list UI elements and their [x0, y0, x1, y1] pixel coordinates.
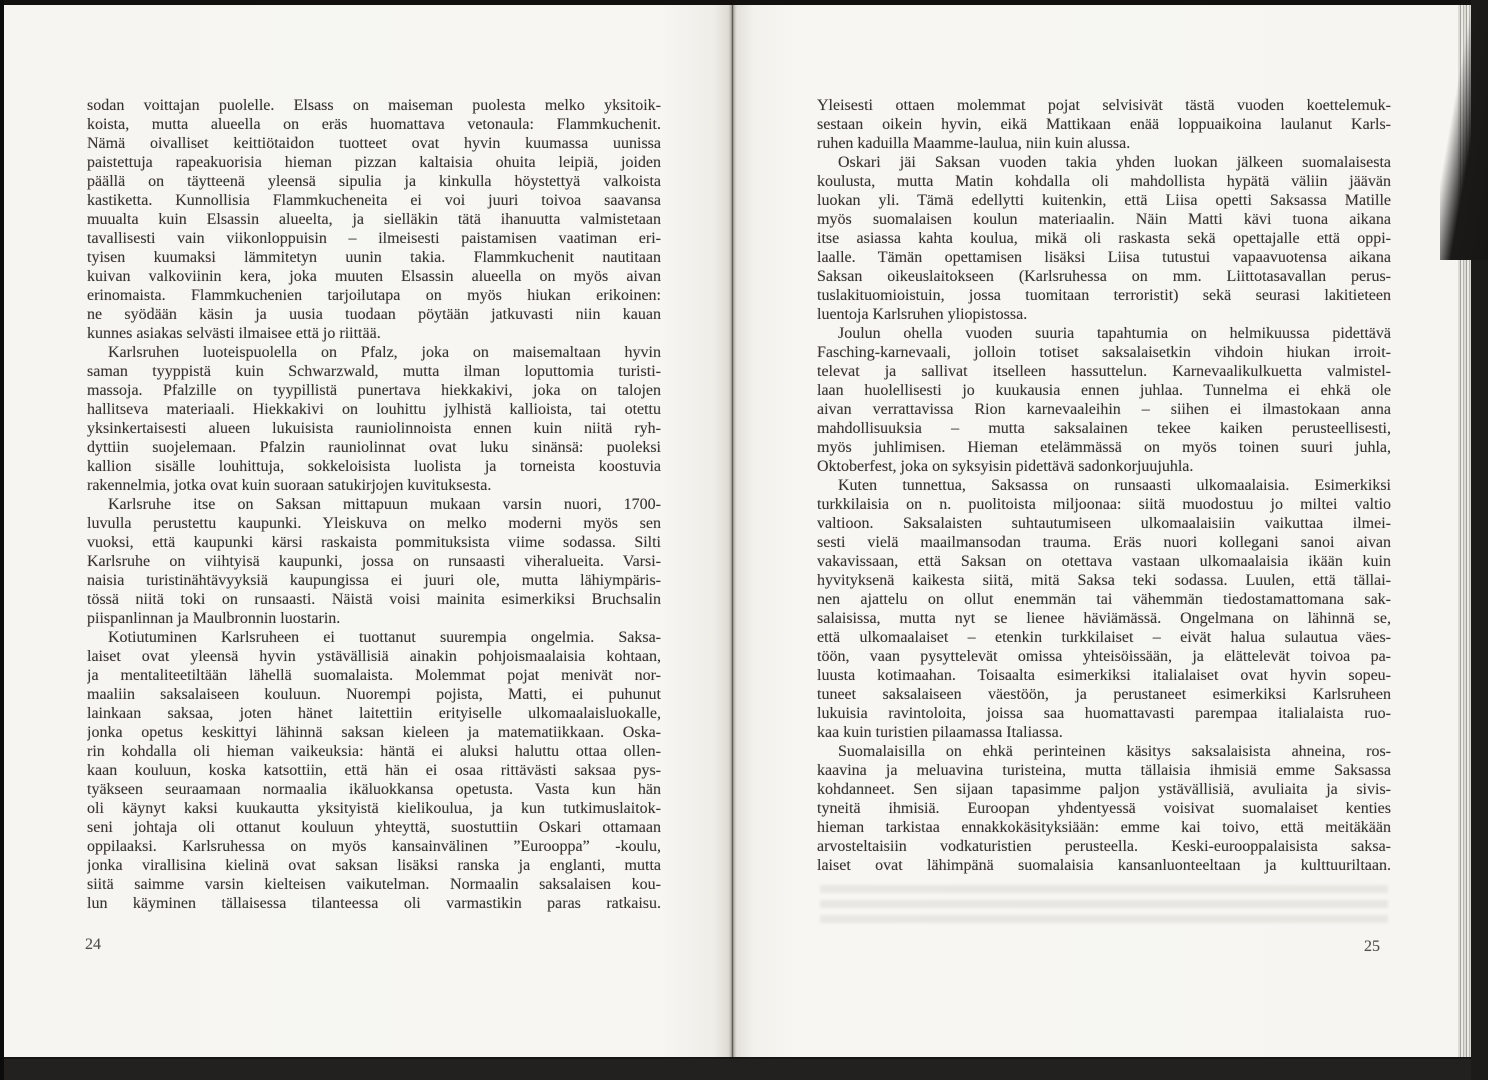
- text-line: kaavina ja meluavina turisteina, mutta tällaisia ihmisiä emme Saksassa: [817, 762, 1391, 779]
- text-line: turkkilaisia on n. puolitoista miljoonaa: siitä muodostuu jo miltei valtio: [817, 496, 1391, 513]
- text-line: Karlsruhen luoteispuolella on Pfalz, joka on maisemaltaan hyvin: [108, 344, 661, 361]
- text-line: sestaan oikein hyvin, eikä Mattikaan enää loppuaikoina laulanut Karls-: [817, 116, 1391, 133]
- text-line: kaa kuin turistien pilaamassa Italiassa.: [817, 724, 1063, 741]
- text-line: hyvityksenä kaikesta siitä, mitä Saksa teki sodassa. Luulen, että tällai-: [817, 572, 1391, 589]
- text-line: tössä niitä toki on runsaasti. Näistä voisi mainita esimerkiksi Bruchsalin: [87, 591, 661, 608]
- text-line: laan huolellisesti jo kuukausia ennen juhlaa. Tunnelma ei ehkä ole: [817, 382, 1391, 399]
- text-line: erinomaista. Flammkuchenien tarjoilutapa on myös hiukan erikoinen:: [87, 287, 661, 304]
- text-line: koulusta, mutta Matin kohdalla oli mahdollista hypätä väliin jäävän: [817, 173, 1391, 190]
- text-line: myös juhlimisen. Hieman etelämmässä on myös toinen suuri juhla,: [817, 439, 1391, 456]
- text-line: muualta kuin Elsassin alueelta, ja sielläkin tätä ihanuutta valmistetaan: [87, 211, 661, 228]
- text-line: Nämä oivalliset keittiötaidon tuotteet ovat hyvin kuumassa uunissa: [87, 135, 661, 152]
- text-line: töön, vaan pysyttelevät omissa yhteisöissään, ja elättelevät toivoa pa-: [817, 648, 1391, 665]
- text-line: jonka virallisina kielinä ovat saksan lisäksi ranska ja englanti, mutta: [87, 857, 661, 874]
- text-line: ne syödään käsin ja uusia tuodaan pöytään jatkuvasti niin kauan: [87, 306, 661, 323]
- text-line: oli käynyt kaksi kuukautta yksityistä kielikoulua, ja kun tutkimuslaitok-: [87, 800, 661, 817]
- text-line: sesti vielä maailmansodan trauma. Eräs nuori kollegani sanoi aivan: [817, 534, 1391, 551]
- text-line: lun käyminen tällaisessa tilanteessa oli varmastikin paras ratkaisu.: [87, 895, 661, 912]
- text-line: luvulla perustettu kaupunki. Yleiskuva on melko moderni myös sen: [87, 515, 661, 532]
- text-line: valtioon. Saksalaisten suhtautumiseen ulkomaalaisiin vaikuttaa ilmei-: [817, 515, 1391, 532]
- bleedthrough-ghost-text: [820, 885, 1388, 929]
- text-line: televat ja sallivat itselleen hassuttelun. Karnevaalikulkuetta valmistel-: [817, 363, 1391, 380]
- text-line: naisia turistinähtävyyksiä kaupungissa ei juuri ole, mutta lähiympäris-: [87, 572, 661, 589]
- text-line: rakennelmia, jotka ovat kuin suoraan satukirjojen kuvituksesta.: [87, 477, 492, 494]
- text-line: luusta kotimaahan. Toisaalta esimerkiksi italialaiset ovat hyvin sopeu-: [817, 667, 1391, 684]
- text-line: hallitseva materiaali. Hiekkakivi on louhittu jylhistä kallioista, tai otettu: [87, 401, 661, 418]
- text-line: Kotiutuminen Karlsruheen ei tuottanut suurempia ongelmia. Saksa-: [108, 629, 661, 646]
- text-line: hieman tarkistaa ennakkokäsityksiään: emme kai toivo, että meitäkään: [817, 819, 1391, 836]
- text-line: ja mentaliteetiltään lähellä suomalaista. Molemmat pojat menivät nor-: [87, 667, 661, 684]
- scan-border-bottom: [0, 1057, 1488, 1080]
- text-line: maaliin saksalaiseen kouluun. Nuorempi pojista, Matti, ei puhunut: [87, 686, 661, 703]
- text-line: tyisen kuumaksi lämmitetyn uunin takia. Flammkuchenit nautitaan: [87, 249, 661, 266]
- text-line: tuslakituomioistuin, jossa tuomitaan terroristit) sekä seurasi lakitieteen: [817, 287, 1391, 304]
- scan-border-top: [0, 0, 1488, 5]
- text-line: vakavissaan, että Saksan on otettava vastaan ulkomaalaisia ikään kuin: [817, 553, 1391, 570]
- text-line: kallion sisälle louhittuja, sokkeloisista luolista ja torneista koostuvia: [87, 458, 661, 475]
- text-line: tyneitä ihmisiä. Euroopan yhdentyessä voisivat suomalaiset kenties: [817, 800, 1391, 817]
- text-line: myös suomalaisen koulun materiaalin. Näin Matti kävi tuona aikana: [817, 211, 1391, 228]
- text-line: kuivan valkoviinin kera, joka muuten Elsassin alueella on myös aivan: [87, 268, 661, 285]
- text-line: tuneet saksalaiseen väestöön, ja perustaneet esimerkiksi Karlsruheen: [817, 686, 1391, 703]
- text-line: Oktoberfest, joka on syksyisin pidettävä sadonkorjuujuhla.: [817, 458, 1194, 475]
- page-number-right: 25: [1364, 938, 1380, 955]
- scan-border-left: [0, 0, 4, 1080]
- text-line: Karlsruhe itse on Saksan mittapuun mukaan varsin nuori, 1700-: [108, 496, 661, 513]
- text-line: että ulkomaalaiset – etenkin turkkilaiset – eivät halua sulautua väes-: [817, 629, 1391, 646]
- left-page-text: [87, 96, 661, 913]
- text-line: Suomalaisilla on ehkä perinteinen käsitys saksalaisista ahneina, ros-: [838, 743, 1391, 760]
- text-line: dyttiin suojelemaan. Pfalzin rauniolinnat ovat luku sinänsä: puoleksi: [87, 439, 661, 456]
- text-line: kaan kouluun, koska katsottiin, että hän ei osaa rittävästi saksaa pys-: [87, 762, 661, 779]
- text-line: Fasching-karnevaali, jolloin totiset saksalaisetkin vihdoin hiukan irroit-: [817, 344, 1391, 361]
- text-line: ruhen kaduilla Maamme-laulua, niin kuin alussa.: [817, 135, 1131, 152]
- text-line: Saksan oikeuslaitokseen (Karlsruhessa on mm. Liittotasavallan perus-: [817, 268, 1391, 285]
- text-line: laalle. Tämän opettamisen lisäksi Liisa tutustui vapaavuotensa aikana: [817, 249, 1391, 266]
- page-number-left: 24: [85, 936, 101, 953]
- text-line: Kuten tunnettua, Saksassa on runsaasti ulkomaalaisia. Esimerkiksi: [838, 477, 1391, 494]
- text-line: kunnes asiakas selvästi ilmaisee että jo riittää.: [87, 325, 381, 342]
- text-line: Oskari jäi Saksan vuoden takia yhden luokan jälkeen suomalaisesta: [838, 154, 1391, 171]
- text-line: paistettuja rapeakuorisia hieman pizzan kaltaisia ohuita leipiä, joiden: [87, 154, 661, 171]
- text-line: massoja. Pfalzille on tyypillistä punertava hiekkakivi, joka on talojen: [87, 382, 661, 399]
- text-line: lainkaan saksaa, joten hänet laitettiin erityiselle ulkomaalaisluokalle,: [87, 705, 661, 722]
- text-line: itse asiassa kahta koulua, mikä oli raskasta sekä opettajalle että oppi-: [817, 230, 1391, 247]
- text-line: Yleisesti ottaen molemmat pojat selvisivät tästä vuoden koettelemuk-: [817, 97, 1391, 114]
- text-line: oppilaaksi. Karlsruhessa on myös kansainvälinen ”Eurooppa” -koulu,: [87, 838, 661, 855]
- text-line: vuoksi, että kaupunki kärsi raskaista pommituksista viime sodassa. Silti: [87, 534, 661, 551]
- text-line: piispanlinnan ja Maulbronnin luostarin.: [87, 610, 341, 627]
- text-line: laiset ovat lähimpänä suomalaisia kansanluonteeltaan ja kulttuuriltaan.: [817, 857, 1391, 874]
- text-line: jonka opetus keskittyi lähinnä saksan kieleen ja matematiikkaan. Oska-: [87, 724, 661, 741]
- text-line: aivan verrattavissa Rion karnevaaleihin – siihen ei ilmastokaan anna: [817, 401, 1391, 418]
- text-line: luokan yli. Tämä edellytti kuitenkin, että Liisa opetti Saksassa Matille: [817, 192, 1391, 209]
- text-line: luentoja Karlsruhen yliopistossa.: [817, 306, 1028, 323]
- scan-border-corner: [1440, 0, 1488, 260]
- text-line: laiset ovat yleensä hyvin ystävällisiä ainakin pohjoismaalaisia kohtaan,: [87, 648, 661, 665]
- text-line: salaisissa, mutta nyt se lienee häviämässä. Ongelmana on lähinnä se,: [817, 610, 1391, 627]
- text-line: seni johtaja oli ottanut kouluun yhteyttä, suostuttiin Oskari ottamaan: [87, 819, 661, 836]
- text-line: kastiketta. Kunnollisia Flammkucheneita ei voi juuri toivoa saavansa: [87, 192, 661, 209]
- text-line: mahdollisuuksia – mutta saksalainen tekee kaiken perusteellisesti,: [817, 420, 1391, 437]
- text-line: päällä on täytteenä yleensä sipulia ja kinkulla höystettyä valkoista: [87, 173, 661, 190]
- text-line: yksinkertaisesti alueen lukuisista rauniolinnoista ennen kuin niitä ryh-: [87, 420, 661, 437]
- text-line: nen ajattelu on ollut enemmän tai vähemmän tiedostamattomana sak-: [817, 591, 1391, 608]
- text-line: koista, mutta alueella on eräs huomattava vetonaula: Flammkuchenit.: [87, 116, 661, 133]
- text-line: Joulun ohella vuoden suuria tapahtumia on helmikuussa pidettävä: [838, 325, 1391, 342]
- text-line: arvosteltaisiin vodkaturistien perusteella. Keski-eurooppalaisista saksa-: [817, 838, 1391, 855]
- text-line: rin kohdalla oli hieman vaikeuksia: häntä ei aluksi haluttu ottaa ollen-: [87, 743, 661, 760]
- text-line: tyäkseen seuraamaan normaalia ikäluokkansa opetusta. Vasta kun hän: [87, 781, 661, 798]
- text-line: lukuisia ravintoloita, joissa saa huomattavasti parempaa italialaista ruo-: [817, 705, 1391, 722]
- text-line: tavallisesti vain viikonloppuisin – ilmeisesti paistamisen vaatiman eri-: [87, 230, 661, 247]
- text-line: siitä saimme varsin kielteisen vaikutelman. Normaalin saksalaisen kou-: [87, 876, 661, 893]
- text-line: kohdanneet. Sen sijaan tapasimme paljon ystävällisiä, avuliaita ja sivis-: [817, 781, 1391, 798]
- text-line: saman tyyppistä kuin Schwarzwald, mutta ilman loputtomia turisti-: [87, 363, 661, 380]
- text-line: Karlsruhe on viihtyisä kaupunki, jossa on runsaasti viheralueita. Varsi-: [87, 553, 661, 570]
- right-page-text: [817, 96, 1391, 875]
- text-line: sodan voittajan puolelle. Elsass on maiseman puolesta melko yksitoik-: [87, 97, 661, 114]
- book-gutter: [729, 5, 736, 1057]
